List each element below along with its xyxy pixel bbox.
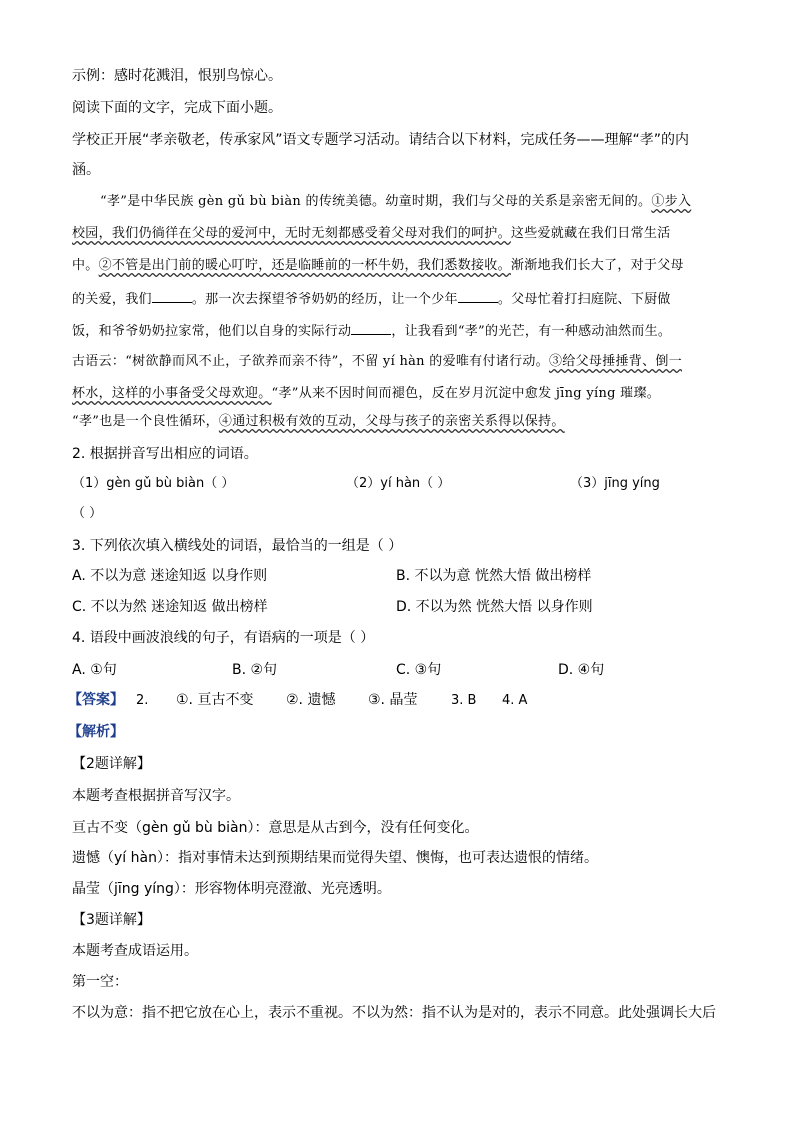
passage-text: “孝”从来不因时间而褪色，反在岁月沉淀中愈发 jīng yíng 璀璨。: [271, 386, 661, 401]
passage-text: 这些爱就藏在我们日常生活: [510, 226, 671, 241]
q4-option-a: A. ①句: [72, 662, 117, 678]
q2-stem: 2. 根据拼音写出相应的词语。: [72, 446, 258, 462]
passage-line-6: [72, 352, 682, 372]
q3-detail-line-1: 不以为意：指不把它放在心上，表示不重视。不以为然：指不认为是对的，表示不同意。此处强调长大后: [72, 1005, 716, 1021]
q2-detail-line-1: 亘古不变（gèn gǔ bù biàn）：意思是从古到今，没有任何变化。: [72, 820, 479, 836]
passage-line-8: [72, 412, 565, 432]
passage-text: 中。: [72, 258, 99, 273]
q3-detail-first-blank: 第一空：: [72, 974, 128, 990]
passage-text: 的关爱，我们: [72, 292, 152, 307]
fill-blank-2: [458, 288, 498, 303]
answer-number: 2.: [136, 693, 149, 708]
analysis-tag: 【解析】: [68, 724, 124, 740]
passage-text: ，让我看到“孝”的光芒，有一种感动油然而生。: [391, 324, 672, 339]
wavy-sentence-4: ④通过积极有效的互动，父母与孩子的亲密关系得以保持。: [218, 414, 565, 429]
passage-text: “孝”也是一个良性循环，: [72, 414, 219, 429]
read-instruction: 阅读下面的文字，完成下面小题。: [72, 100, 282, 116]
answer-item-2: ②. 遗憾: [286, 692, 336, 708]
passage-line-2: [72, 224, 671, 244]
passage-text: 。那一次去探望爷爷奶奶的经历，让一个少年: [191, 292, 458, 307]
q3-detail-title: 【3题详解】: [72, 912, 151, 928]
q3-option-c: C. 不以为然 迷途知返 做出榜样: [72, 599, 268, 615]
q2-detail-title: 【2题详解】: [72, 756, 151, 772]
answer-item-4: 3. B: [451, 693, 477, 708]
answer-item-3: ③. 晶莹: [368, 692, 418, 708]
answer-item-5: 4. A: [502, 693, 528, 708]
passage-text: 古语云：“树欲静而风不止，子欲养而亲不待”，不留 yí hàn 的爱唯有付诸行动。: [72, 354, 549, 369]
q2-detail-line-2: 遗憾（yí hàn）：指对事情未达到预期结果而觉得失望、懊悔，也可表达遗恨的情绪。: [72, 850, 598, 866]
wavy-sentence-3: 杯水，这样的小事备受父母欢迎。: [72, 386, 272, 401]
q2-item-1: （1）gèn gǔ bù biàn（ ）: [72, 476, 235, 491]
passage-line-3: [72, 256, 684, 276]
wavy-sentence-3-start: ③给父母捶捶背、倒一: [549, 354, 683, 369]
q3-option-b: B. 不以为意 恍然大悟 做出榜样: [396, 568, 592, 584]
passage-line-4: [72, 288, 671, 310]
q2-item-3-paren: （ ）: [72, 506, 103, 521]
passage-line-7: [72, 384, 660, 404]
answer-item-1: ①. 亘古不变: [176, 692, 254, 708]
fill-blank-3: [351, 320, 391, 335]
example-line: 示例：感时花溅泪，恨别鸟惊心。: [72, 68, 282, 84]
passage-line-5: [72, 320, 671, 342]
task-line-1: 学校正开展“孝亲敬老，传承家风”语文专题学习活动。请结合以下材料，完成任务——理解“孝”的内: [72, 132, 690, 148]
passage-line-1: [100, 192, 691, 212]
passage-text: “孝”是中华民族 gèn gǔ bù biàn 的传统美德。幼童时期，我们与父母的关系是亲密无间的。: [100, 194, 652, 209]
passage-text: 渐渐地我们长大了，对于父母: [510, 258, 684, 273]
answer-tag: 【答案】: [68, 692, 124, 708]
q3-option-d: D. 不以为然 恍然大悟 以身作则: [396, 599, 593, 615]
q4-option-b: B. ②句: [232, 662, 278, 678]
wavy-sentence-1: 校园，我们仍徜徉在父母的爱河中，无时无刻都感受着父母对我们的呵护。: [72, 226, 511, 241]
wavy-sentence-2: ②不管是出门前的暖心叮咛，还是临睡前的一杯牛奶，我们悉数接收。: [98, 258, 511, 273]
passage-text: 饭，和爷爷奶奶拉家常，他们以自身的实际行动: [72, 324, 352, 339]
fill-blank-1: [152, 288, 192, 303]
q4-stem: 4. 语段中画波浪线的句子，有语病的一项是（ ）: [72, 630, 375, 646]
q3-option-a: A. 不以为意 迷途知返 以身作则: [72, 568, 268, 584]
q3-stem: 3. 下列依次填入横线处的词语，最恰当的一组是（ ）: [72, 538, 403, 554]
q4-option-c: C. ③句: [396, 662, 442, 678]
wavy-sentence-1-start: ①步入: [651, 194, 692, 209]
q4-option-d: D. ④句: [558, 662, 605, 678]
passage-text: 。父母忙着打扫庭院、下厨做: [497, 292, 671, 307]
q3-detail-intro: 本题考查成语运用。: [72, 943, 198, 959]
q2-detail-line-3: 晶莹（jīng yíng）：形容物体明亮澄澈、光亮透明。: [72, 881, 391, 897]
q2-item-3: （3）jīng yíng: [570, 476, 660, 491]
task-line-2: 涵。: [72, 162, 100, 178]
q2-detail-intro: 本题考查根据拼音写汉字。: [72, 788, 240, 804]
q2-item-2: （2）yí hàn（ ）: [346, 476, 451, 491]
